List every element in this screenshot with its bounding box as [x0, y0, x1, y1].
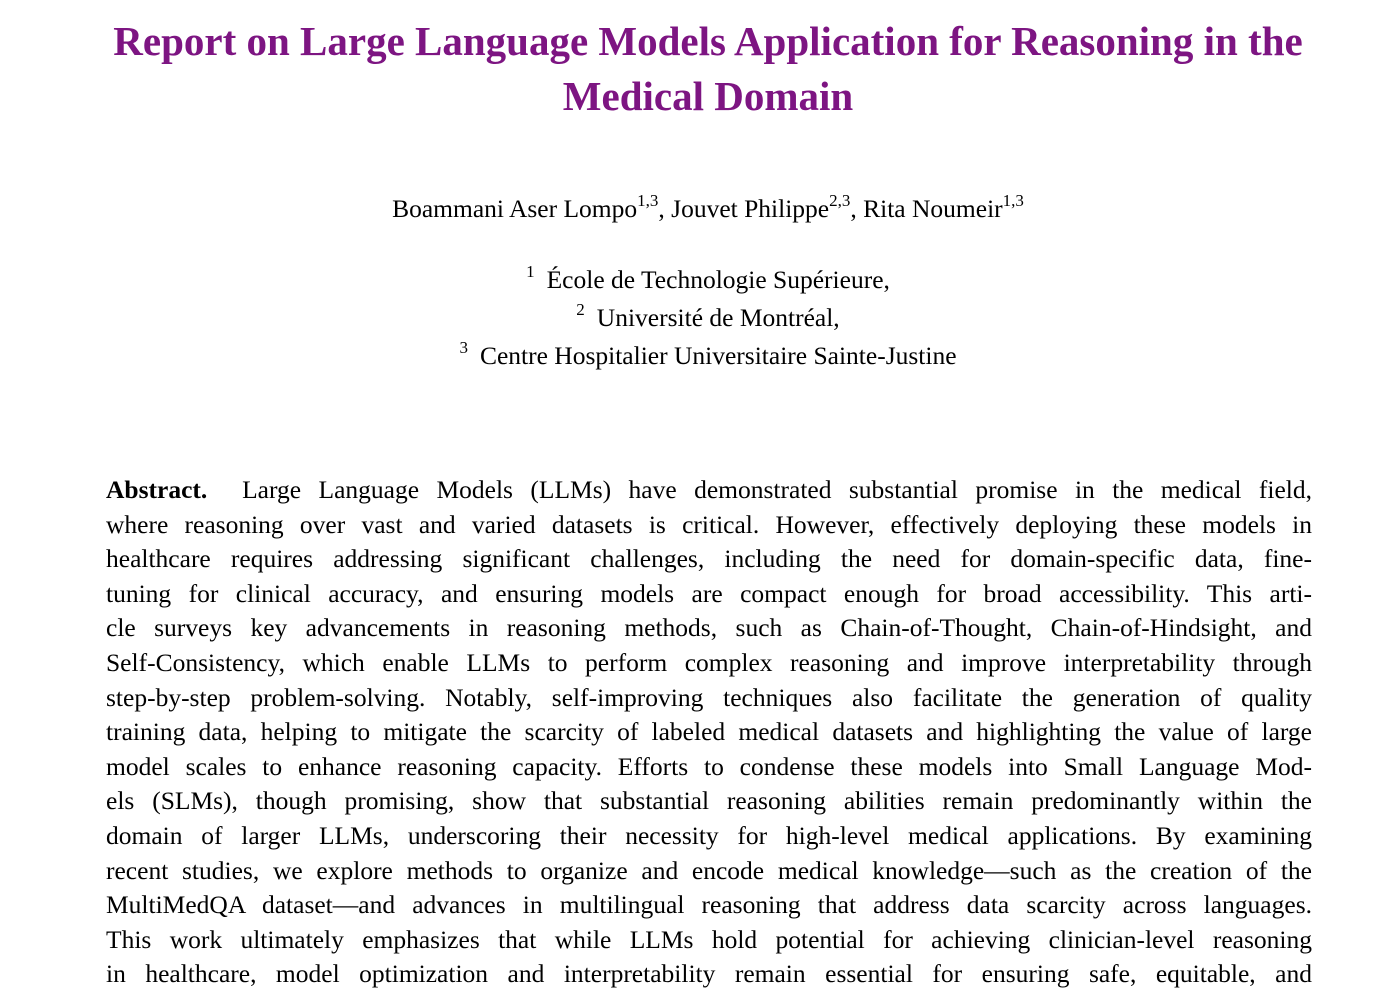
affiliation-list [20, 262, 1382, 376]
abstract-line: recent studies, we explore methods to organize and encode medical knowledge—such as the creation of the [106, 855, 1312, 885]
author-separator: , [850, 194, 864, 223]
affiliation-name: Centre Hospitalier Universitaire Sainte-Justine [479, 341, 957, 370]
affiliation-mark: 2 [576, 300, 585, 319]
paper-title [20, 14, 1382, 124]
abstract-line: where reasoning over vast and varied datasets is critical. However, effectively deploying these models in [106, 509, 1312, 539]
author-name: Rita Noumeir [863, 194, 1003, 223]
abstract-line-text: Large Language Models (LLMs) have demonstrated substantial promise in the medical field, [242, 475, 1313, 504]
abstract-line: MultiMedQA dataset—and advances in multilingual reasoning that address data scarcity across languages. [106, 890, 1312, 920]
abstract-label: Abstract. [106, 475, 208, 504]
affiliation-name: Université de Montréal, [596, 303, 840, 332]
affiliation [20, 338, 1382, 376]
abstract-line: els (SLMs), though promising, show that substantial reasoning abilities remain predominantly within the [106, 786, 1312, 816]
author-affiliation-mark: 1,3 [637, 191, 659, 210]
abstract-line: This work ultimately emphasizes that while LLMs hold potential for achieving clinician-level reasoning [106, 924, 1312, 954]
author-list [20, 191, 1382, 230]
abstract-line: training data, helping to mitigate the scarcity of labeled medical datasets and highlighting the value of large [106, 717, 1312, 747]
abstract-line: in healthcare, model optimization and interpretability remain essential for ensuring safe, equitable, and [106, 959, 1312, 989]
abstract-line: healthcare requires addressing significant challenges, including the need for domain-specific data, fine- [106, 544, 1312, 574]
author-name: Boammani Aser Lompo [392, 194, 638, 223]
abstract-line: step-by-step problem-solving. Notably, self-improving techniques also facilitate the generation of quality [106, 682, 1312, 712]
abstract-line: domain of larger LLMs, underscoring their necessity for high-level medical applications. By examining [106, 820, 1312, 850]
affiliation-mark: 1 [526, 262, 535, 281]
affiliation [20, 262, 1382, 300]
abstract-line: tuning for clinical accuracy, and ensuring models are compact enough for broad accessibility. This arti- [106, 578, 1312, 608]
affiliation-name: École de Technologie Supérieure, [546, 265, 890, 294]
affiliation [20, 300, 1382, 338]
abstract-line: model scales to enhance reasoning capacity. Efforts to condense these models into Small Language Mod- [106, 751, 1312, 781]
abstract-line: Self-Consistency, which enable LLMs to perform complex reasoning and improve interpretability through [106, 647, 1312, 677]
title-line-2: Medical Domain [562, 73, 854, 119]
abstract [106, 473, 1312, 992]
author-separator: , [658, 194, 672, 223]
affiliation-mark: 3 [459, 338, 468, 357]
abstract-line: cle surveys key advancements in reasoning methods, such as Chain-of-Thought, Chain-of-Hindsight, and [106, 613, 1312, 643]
author-affiliation-mark: 1,3 [1002, 191, 1024, 210]
title-line-1: Report on Large Language Models Application for Reasoning in the [113, 18, 1303, 64]
author-name: Jouvet Philippe [671, 194, 830, 223]
abstract-line [106, 473, 1312, 508]
author-affiliation-mark: 2,3 [829, 191, 851, 210]
